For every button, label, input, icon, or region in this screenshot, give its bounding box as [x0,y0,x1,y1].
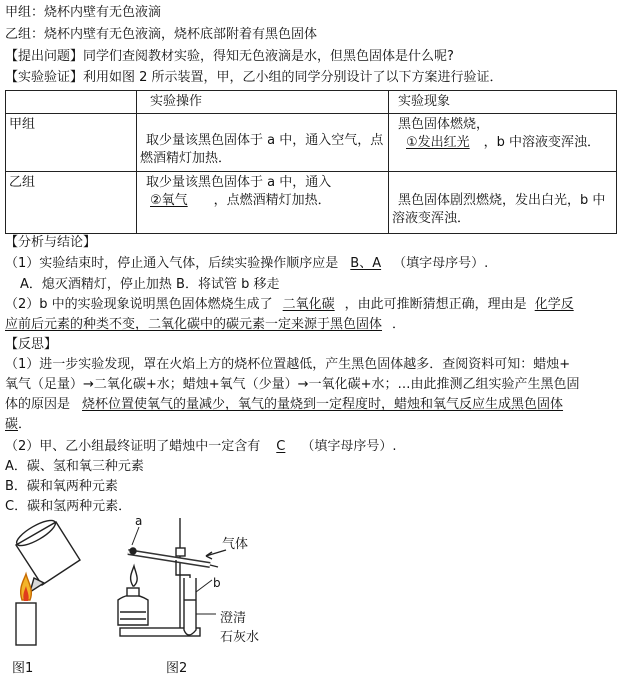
text-line-1: 甲组：烧杯内壁有无色液滴 [5,5,162,20]
table-header-phenomenon: 实验现象 [389,91,617,114]
text-line-2: 乙组：烧杯内壁有无色液滴，烧杯底部附着有黑色固体 [5,27,318,42]
yi-operation: 取少量该黑色固体于 a 中，通入 ②氧气 ，点燃酒精灯加热． [137,172,389,234]
label-b: b [213,576,221,590]
text-line-4: 【实验验证】利用如图 2 所示装置，甲，乙小组的同学分别设计了以下方案进行验证． [5,70,503,85]
jia-operation: 取少量该黑色固体于 a 中，通入空气，点 燃酒精灯加热． [137,114,389,172]
reflection-title: 【反思】 [5,337,58,352]
label-limewater-1: 澄清 [220,611,247,626]
gas-inlet-pipe [210,565,218,567]
label-gas: 气体 [222,537,249,552]
stand-clamp [176,548,185,556]
option-c: C．碳和氢两种元素． [5,499,132,514]
label-b-leader [196,580,212,592]
tube-a-inner [128,552,210,565]
row-name-jia: 甲组 [6,114,137,172]
black-solid [130,548,136,554]
analysis-title: 【分析与结论】 [5,235,97,250]
lamp-neck [127,588,139,596]
reflection-r2: （2）甲、乙小组最终证明了蜡烛中一定含有 C （填字母序号）. [5,439,397,454]
figure1-beaker-candle [13,516,80,645]
reflection-r1-line2: 氧气（足量）→二氧化碳+水；蜡烛+氧气（少量）→一氧化碳+水；…由此推测乙组实验产生黑色固 [5,377,580,392]
analysis-q2-line1: （2）b 中的实验现象说明黑色固体燃烧生成了 二氧化碳 ，由此可推断猜想正确，理由是 化学反 [5,297,574,312]
candle-icon [16,603,36,645]
reflection-r1-line4: 碳． [5,417,32,432]
reflection-r1-line1: （1）进一步实验发现，罩在火焰上方的烧杯位置越低，产生黑色固体越多．查阅资料可知：蜡烛+ [5,357,571,372]
text-line-3: 【提出问题】同学们查阅教材实验，得知无色液滴是水，但黑色固体是什么呢? [5,49,454,64]
option-a: A．碳、氢和氧三种元素 [5,459,144,474]
figure2-apparatus [118,518,226,636]
label-limewater-2: 石灰水 [220,630,260,645]
label-a-leader [132,527,139,545]
analysis-q1: （1）实验结束时，停止通入气体，后续实验操作顺序应是 B、A （填字母序号）. [5,256,489,271]
jia-phenomenon: 黑色固体燃烧， ①发出红光 ，b 中溶液变浑浊． [389,114,617,172]
analysis-q1-options: A．熄灭酒精灯，停止加热 B．将试管 b 移走 [20,277,280,292]
option-b: B．碳和氧两种元素 [5,479,118,494]
test-tube-b-icon [184,578,196,635]
figure1-caption: 图1 [12,661,34,676]
row-name-yi: 乙组 [6,172,137,234]
table-header-operation: 实验操作 [137,91,389,114]
alcohol-lamp-icon [118,595,148,625]
figure2-caption: 图2 [166,661,188,676]
analysis-q2-line2: 应前后元素的种类不变，二氧化碳中的碳元素一定来源于黑色固体 ． [5,317,406,332]
lamp-flame-icon [131,566,138,586]
label-a: a [135,514,143,528]
reflection-r1-line3: 体的原因是 烧杯位置使氧气的量减少，氧气的量烧到一定程度时，蜡烛和氧气反应生成黑色固体 [5,397,564,412]
yi-phenomenon: 黑色固体剧烈燃烧，发出白光，b 中 溶液变浑浊． [389,172,617,234]
